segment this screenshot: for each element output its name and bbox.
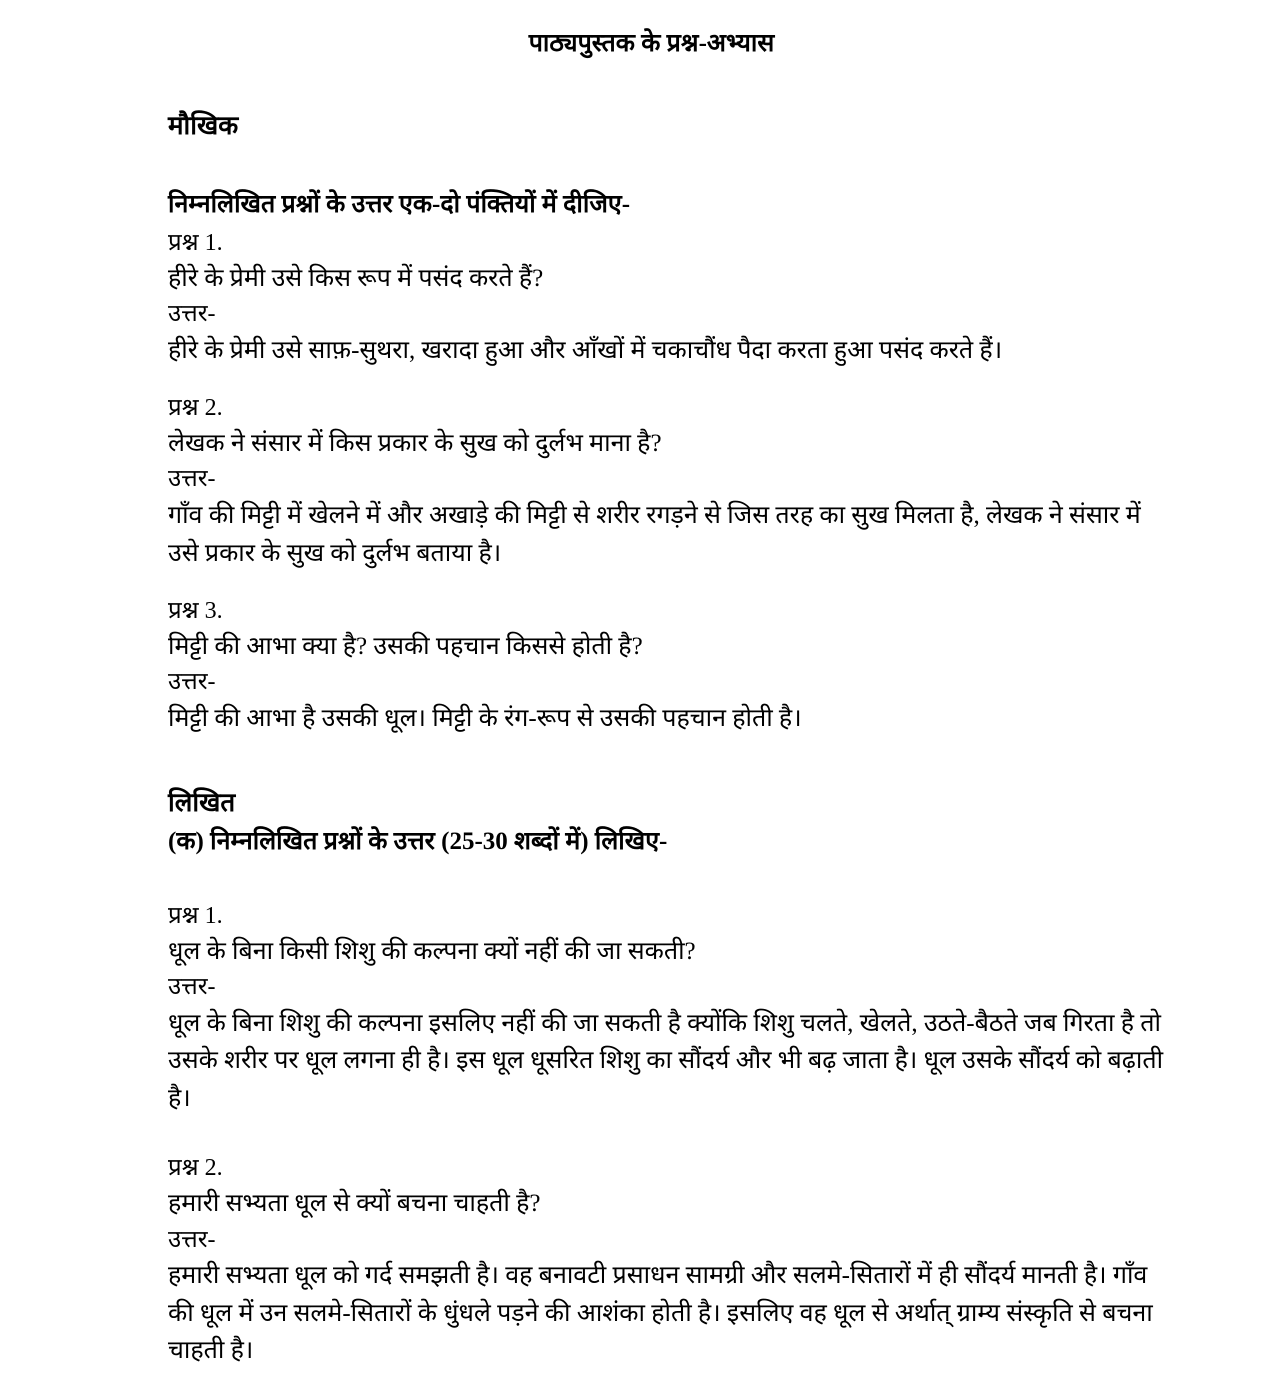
- question-block: [168, 899, 1165, 1117]
- answer-text: हमारी सभ्यता धूल को गर्द समझती है। वह बनावटी प्रसाधन सामग्री और सलमे-सितारों में ही सौंदर्य मानती है। गाँव की धूल में उन सलमे-सितारों के धुंधले पड़ने की आशंका होती है। इसलिए वह धूल से अर्थात् ग्राम्य संस्कृति से बचना चाहती है।: [168, 1262, 1153, 1365]
- question-text: हमारी सभ्यता धूल से क्यों बचना चाहती है?: [168, 1190, 541, 1218]
- question-number: प्रश्न 3.: [168, 598, 223, 625]
- question-text: हीरे के प्रेमी उसे किस रूप में पसंद करते हैं?: [168, 264, 544, 292]
- question-block: [168, 594, 1165, 737]
- section-heading: मौखिक: [168, 110, 239, 140]
- page-title: पाठ्यपुस्तक के प्रश्न-अभ्यास: [528, 30, 775, 57]
- question-number: प्रश्न 1.: [168, 903, 223, 930]
- answer-label: उत्तर-: [168, 466, 216, 493]
- question-number: प्रश्न 2.: [168, 1155, 223, 1182]
- question-number: प्रश्न 1.: [168, 230, 223, 257]
- section-heading: लिखित: [168, 787, 236, 817]
- section-instruction: निम्नलिखित प्रश्नों के उत्तर एक-दो पंक्तियों में दीजिए-: [168, 191, 631, 219]
- section-instruction: (क) निम्नलिखित प्रश्नों के उत्तर (25-30 शब्दों में) लिखिए-: [168, 828, 668, 856]
- question-block: [168, 391, 1165, 572]
- question-number: प्रश्न 2.: [168, 395, 223, 422]
- answer-text: मिट्टी की आभा है उसकी धूल। मिट्टी के रंग-रूप से उसकी पहचान होती है।: [168, 705, 802, 733]
- question-block: [168, 226, 1165, 369]
- question-block: [168, 1151, 1165, 1369]
- question-text: धूल के बिना किसी शिशु की कल्पना क्यों नहीं की जा सकती?: [168, 937, 696, 965]
- answer-text: हीरे के प्रेमी उसे साफ़-सुथरा, खरादा हुआ और आँखों में चकाचौंध पैदा करता हुआ पसंद करते हैं।: [168, 336, 1003, 364]
- answer-text: धूल के बिना शिशु की कल्पना इसलिए नहीं की जा सकती है क्योंकि शिशु चलते, खेलते, उठते-बैठते जब गिरता है तो उसके शरीर पर धूल लगना ही है। इस धूल धूसरित शिशु का सौंदर्य और भी बढ़ जाता है। धूल उसके सौंदर्य को बढ़ाती है।: [168, 1009, 1164, 1112]
- section-oral: [168, 109, 1165, 738]
- answer-text: गाँव की मिट्टी में खेलने में और अखाड़े की मिट्टी से शरीर रगड़ने से जिस तरह का सुख मिलता है, लेखक ने संसार में उसे प्रकार के सुख को दुर्लभ बताया है।: [168, 502, 1141, 567]
- answer-label: उत्तर-: [168, 1226, 216, 1253]
- answer-label: उत्तर-: [168, 301, 216, 328]
- answer-label: उत्तर-: [168, 669, 216, 696]
- question-text: लेखक ने संसार में किस प्रकार के सुख को दुर्लभ माना है?: [168, 430, 662, 458]
- section-written: [168, 786, 1165, 1370]
- question-text: मिट्टी की आभा क्या है? उसकी पहचान किससे होती है?: [168, 633, 643, 661]
- answer-label: उत्तर-: [168, 974, 216, 1001]
